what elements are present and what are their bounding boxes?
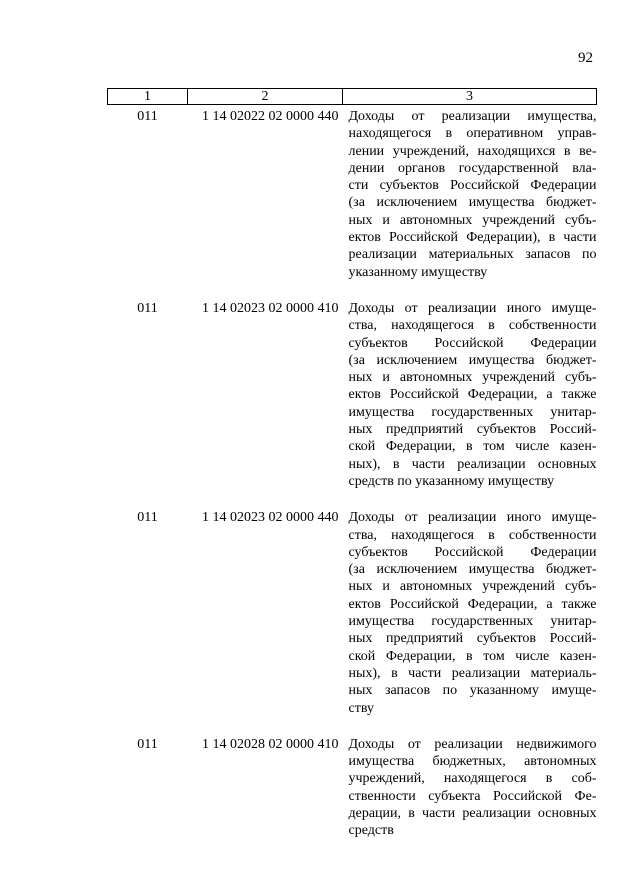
admin-code-cell: 011 xyxy=(137,300,158,316)
table-row xyxy=(108,297,597,506)
revenue-name-cell xyxy=(343,105,597,297)
revenue-name-line: лении учреждений, находящихся в ве- xyxy=(348,143,597,159)
revenue-name-line: субъектов Российской Федерации xyxy=(348,544,597,560)
admin-code-cell: 011 xyxy=(137,109,158,124)
revenue-name-line: ектов Российской Федерации), в части xyxy=(348,230,597,246)
revenue-name-line: ства, находящегося в собственности xyxy=(348,318,597,334)
revenue-name-line: ных и автономных учреждений субъ- xyxy=(348,579,597,595)
revenue-name-line: дерации, в части реализации основных xyxy=(348,805,597,821)
revenue-name-line: ных), в части реализации основных xyxy=(348,456,597,472)
revenue-name-cell xyxy=(343,297,597,506)
page-number: 92 xyxy=(578,50,593,66)
revenue-name-line: имущества государственных унитар- xyxy=(348,614,597,630)
revenue-name-line: ской Федерации, в том числе казен- xyxy=(348,439,597,455)
revenue-name-line: средств xyxy=(348,823,394,839)
revenue-name-line: субъектов Российской Федерации xyxy=(348,335,597,351)
revenue-code-cell: 1 14 02028 02 0000 410 xyxy=(202,736,339,752)
revenue-name-line: ской Федерации, в том числе казен- xyxy=(348,648,597,664)
table-header-row xyxy=(108,89,597,105)
revenue-name-line: имущества бюджетных, автономных xyxy=(348,754,597,770)
revenue-name-line: имущества государственных унитар- xyxy=(348,404,597,420)
table-row xyxy=(108,506,597,733)
revenue-name-line: учреждений, находящегося в соб- xyxy=(348,771,597,787)
revenue-name-line: ных и автономных учреждений субъ- xyxy=(348,370,597,386)
revenue-name-line: ства, находящегося в собственности xyxy=(348,527,597,543)
revenue-name-line: ственности субъекта Российской Фе- xyxy=(348,788,597,804)
revenue-code-cell: 1 14 02023 02 0000 440 xyxy=(202,510,339,526)
revenue-name-cell xyxy=(343,506,597,733)
table-row xyxy=(108,105,597,297)
revenue-name-line: Доходы от реализации иного имуще- xyxy=(348,300,597,316)
revenue-name-line: находящегося в оперативном управ- xyxy=(348,126,597,142)
revenue-name-line: указанному имуществу xyxy=(348,264,488,280)
revenue-name-line: дении органов государственной вла- xyxy=(348,160,597,176)
revenue-name-line: Доходы от реализации имущества, xyxy=(348,109,597,124)
admin-code-cell: 011 xyxy=(137,736,158,752)
revenue-name-line: Доходы от реализации недвижимого xyxy=(348,736,597,752)
revenue-name-line: ных запасов по указанному имуще- xyxy=(348,683,597,699)
revenue-name-line: (за исключением имущества бюджет- xyxy=(348,352,597,368)
revenue-name-line: ектов Российской Федерации, а также xyxy=(348,387,597,403)
revenue-codes-table xyxy=(107,88,597,840)
revenue-name-line: ных и автономных учреждений субъ- xyxy=(348,212,597,228)
header-col-1: 1 xyxy=(108,89,188,105)
revenue-name-line: средств по указанному имуществу xyxy=(348,473,555,489)
revenue-name-line: (за исключением имущества бюджет- xyxy=(348,562,597,578)
revenue-name-line: ных), в части реализации материаль- xyxy=(348,665,597,681)
table-body xyxy=(108,105,597,840)
revenue-code-cell: 1 14 02022 02 0000 440 xyxy=(202,109,339,124)
revenue-name-line: ству xyxy=(348,700,374,716)
revenue-name-line: ектов Российской Федерации, а также xyxy=(348,596,597,612)
revenue-name-line: ных предприятий субъектов Россий- xyxy=(348,422,597,438)
table-row xyxy=(108,733,597,840)
revenue-code-cell: 1 14 02023 02 0000 410 xyxy=(202,300,339,316)
header-col-3: 3 xyxy=(343,89,597,105)
revenue-name-line: ных предприятий субъектов Россий- xyxy=(348,631,597,647)
revenue-name-line: сти субъектов Российской Федерации xyxy=(348,178,597,194)
revenue-name-line: (за исключением имущества бюджет- xyxy=(348,195,597,211)
header-col-2: 2 xyxy=(188,89,343,105)
revenue-name-line: Доходы от реализации иного имуще- xyxy=(348,510,597,526)
admin-code-cell: 011 xyxy=(137,510,158,526)
revenue-name-line: реализации материальных запасов по xyxy=(348,247,597,263)
revenue-name-cell xyxy=(343,733,597,840)
